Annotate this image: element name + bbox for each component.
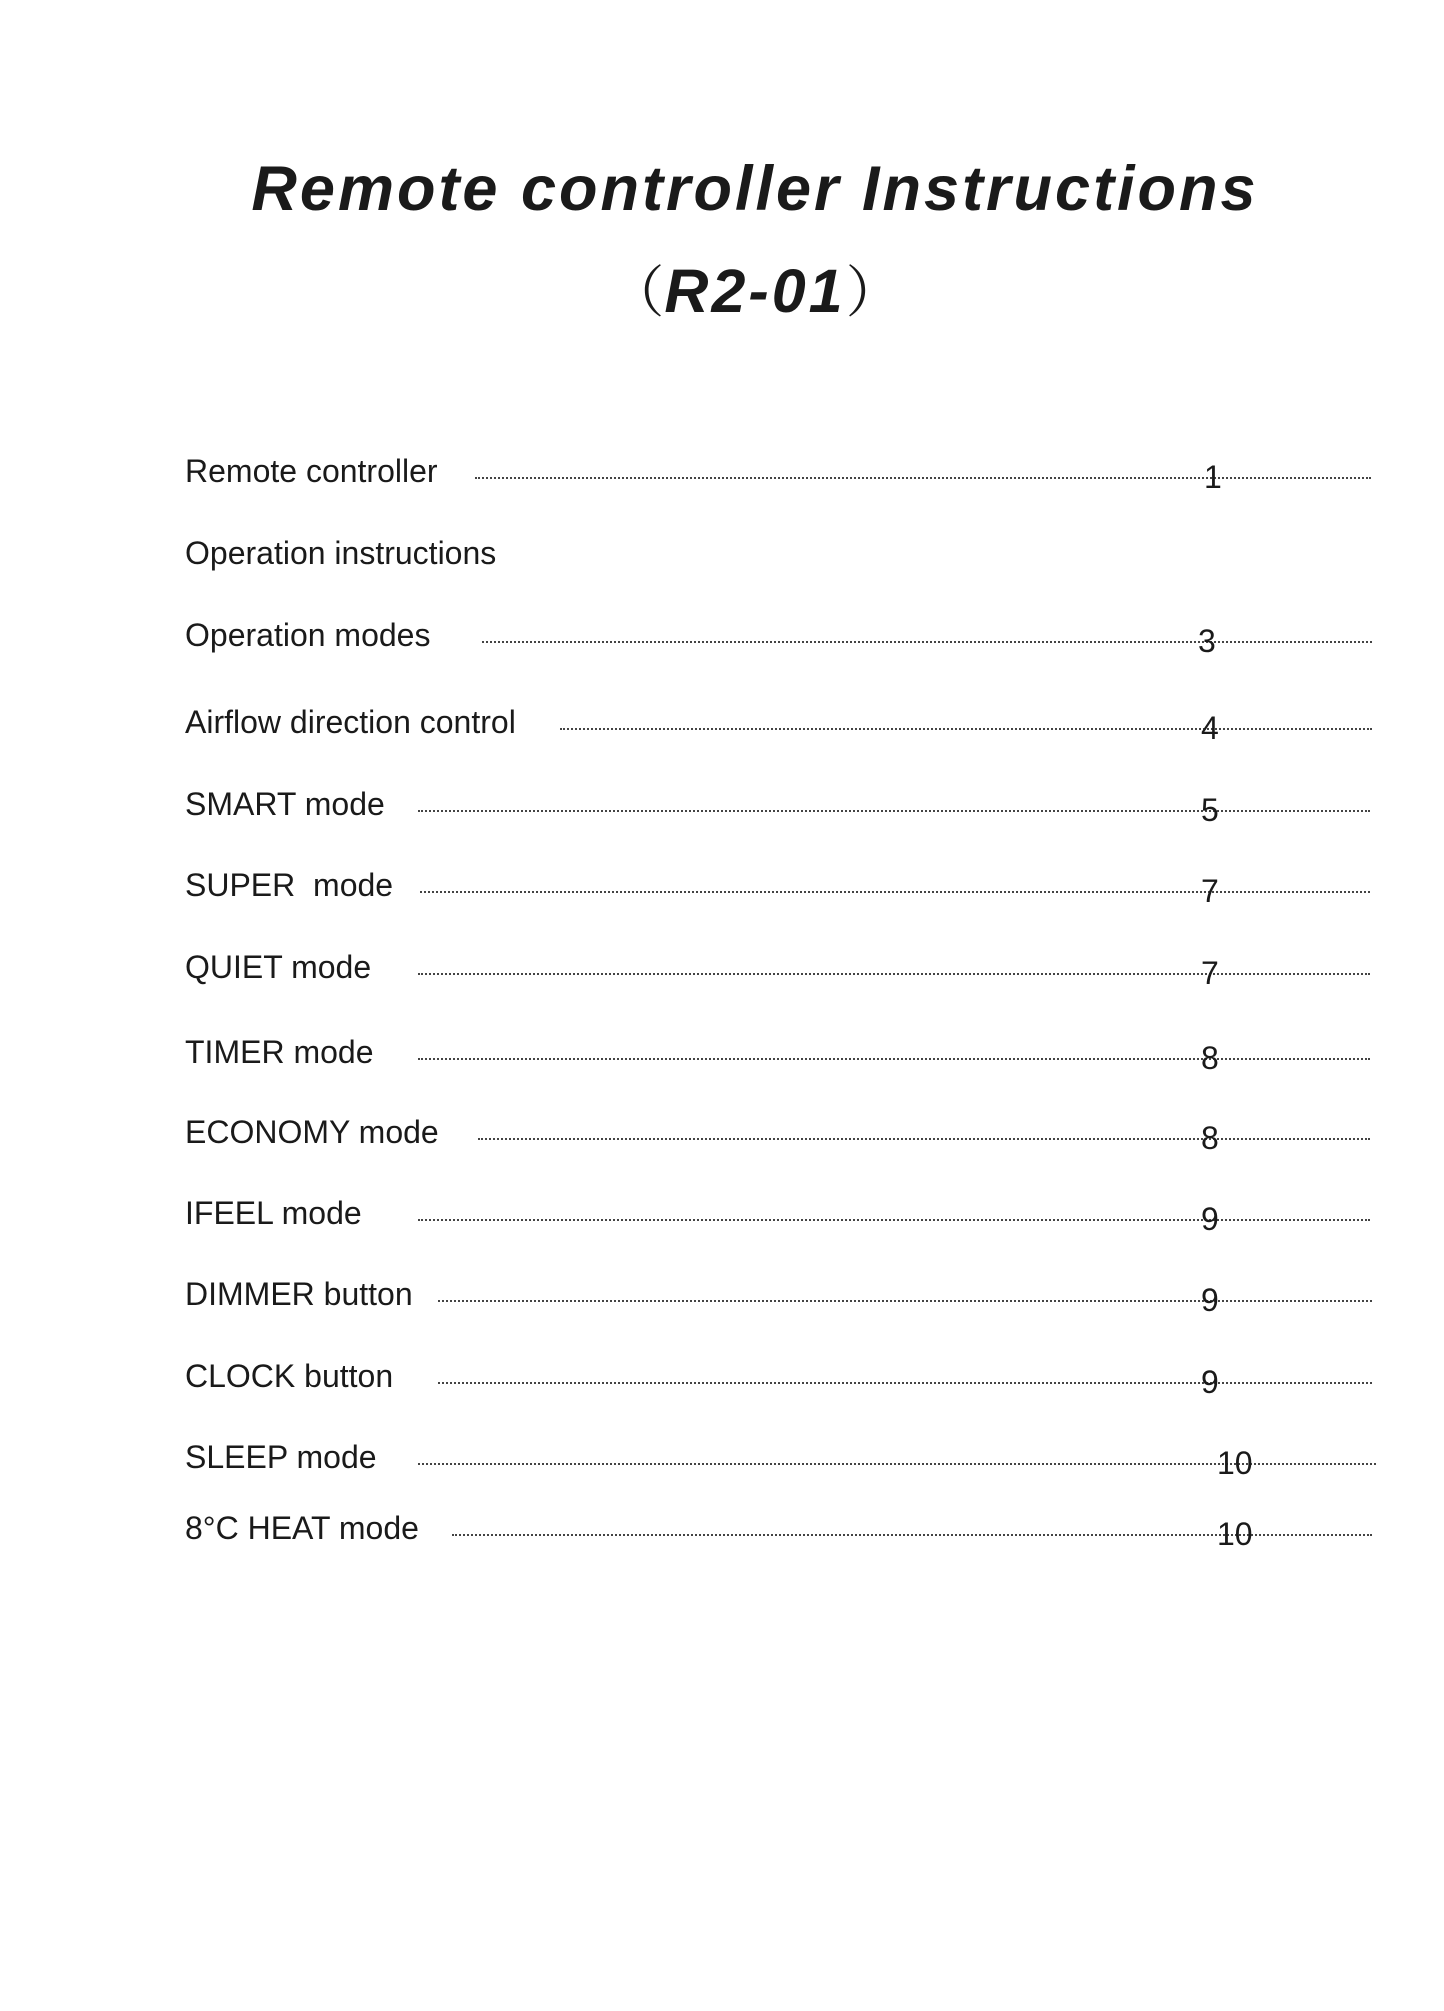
model-close-paren: ）: [845, 261, 902, 326]
toc-item-label: TIMER mode: [185, 1034, 374, 1070]
document-title: Remote controller Instructions: [251, 154, 1259, 224]
toc-item-leader: [420, 891, 1370, 893]
toc-item-page: 1: [1204, 459, 1222, 495]
toc-item-leader: [560, 728, 1372, 730]
toc-item-label: SLEEP mode: [185, 1439, 377, 1475]
toc-item-page: 3: [1198, 623, 1216, 659]
toc-item-leader: [438, 1382, 1372, 1384]
toc-item-page: 9: [1201, 1201, 1219, 1237]
toc-item-leader: [418, 1219, 1370, 1221]
toc-item-label: CLOCK button: [185, 1358, 394, 1394]
toc-item-leader: [418, 973, 1370, 975]
toc-item-leader: [478, 1138, 1370, 1140]
toc-item-page: 7: [1201, 955, 1219, 991]
toc-item-leader: [418, 1058, 1370, 1060]
model-number: [0, 257, 1444, 326]
toc-item-page: 9: [1201, 1364, 1219, 1400]
toc-item-leader: [438, 1300, 1372, 1302]
toc-item-label: ECONOMY mode: [185, 1114, 439, 1150]
toc-item-label: QUIET mode: [185, 949, 372, 985]
toc-item-label: Operation instructions: [185, 535, 497, 571]
model-open-paren: （: [608, 261, 665, 326]
toc-item-label: Operation modes: [185, 617, 431, 653]
toc-item-label: 8°C HEAT mode: [185, 1510, 419, 1546]
toc-item-label: SMART mode: [185, 786, 385, 822]
toc-item-page: 10: [1217, 1516, 1253, 1552]
toc-item-page: 9: [1201, 1282, 1219, 1318]
toc-item-page: 5: [1201, 792, 1219, 828]
toc-item-label: Airflow direction control: [185, 704, 516, 740]
toc-item-leader: [482, 641, 1372, 643]
toc-item-leader: [418, 810, 1370, 812]
toc-item-page: 8: [1201, 1120, 1219, 1156]
toc-item-label: DIMMER button: [185, 1276, 413, 1312]
toc-item-page: 8: [1201, 1040, 1219, 1076]
toc-item-leader: [475, 477, 1371, 479]
toc-item-label: SUPER mode: [185, 867, 394, 903]
toc-item-page: 4: [1201, 710, 1219, 746]
toc-item-label: IFEEL mode: [185, 1195, 362, 1231]
toc-item-page: 10: [1217, 1445, 1253, 1481]
model-code: R2-01: [664, 257, 846, 325]
toc-item-page: 7: [1201, 873, 1219, 909]
toc-item-label: Remote controller: [185, 453, 438, 489]
